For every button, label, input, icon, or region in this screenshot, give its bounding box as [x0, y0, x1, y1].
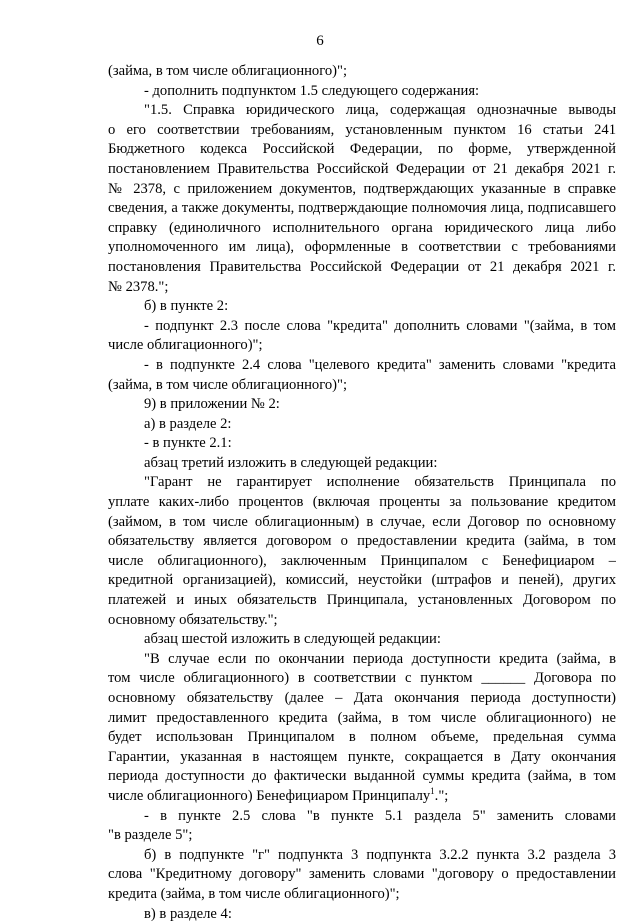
text-line [108, 82, 616, 102]
text-line-content: а) в разделе 2: [144, 415, 232, 432]
text-line-content: - подпункт 2.3 после слова "кредита" дополнить словами "(займа, в том [144, 317, 616, 334]
text-line [108, 571, 616, 591]
text-line [108, 434, 616, 454]
text-line [108, 787, 616, 807]
text-line-content: том числе облигационного) в соответствии с пунктом ______ Договора по [108, 670, 616, 687]
text-line-content: постановлением Правительства Российской Федерации от 21 декабря 2021 г. [108, 160, 616, 177]
text-line [108, 317, 616, 337]
text-line-content: - в пункте 2.1: [144, 435, 232, 452]
text-line-content: (займа, в том числе облигационного)"; [108, 63, 348, 79]
text-line-content: № 2378."; [108, 278, 169, 295]
document-body [108, 62, 616, 924]
text-line-content: абзац третий изложить в следующей редакции: [144, 454, 438, 471]
text-line [108, 591, 616, 611]
text-line [108, 767, 616, 787]
text-line-content: Гарантии, указанная в настоящем пункте, сокращается в Дату окончания [108, 748, 616, 765]
text-line-content: слова "Кредитному договору" заменить словами "договору о предоставлении [108, 866, 616, 883]
text-line-content: № 2378, с приложением документов, подтверждающих указанные в справке [108, 180, 616, 197]
text-line-content: - в подпункте 2.4 слова "целевого кредита" заменить словами "кредита [144, 356, 616, 373]
text-line-content: Бюджетного кодекса Российской Федерации, по форме, утвержденной [108, 141, 616, 158]
text-line-content: "В случае если по окончании периода доступности кредита (займа, в [144, 650, 616, 667]
footnote-marker: 1 [430, 786, 435, 797]
text-line [108, 160, 616, 180]
text-line-tail: ."; [434, 787, 449, 804]
text-line [108, 140, 616, 160]
text-line [108, 238, 616, 258]
text-line-content: сведения, а также документы, подтверждающие полномочия лица, подписавшего [108, 200, 616, 217]
text-line-content: постановления Правительства Российской Федерации от 21 декабря 2021 г. [108, 258, 616, 275]
text-line [108, 728, 616, 748]
text-line [108, 826, 616, 846]
text-line-content: уполномоченного им лица), оформленные в соответствии с требованиями [108, 239, 616, 256]
text-line [108, 885, 616, 905]
text-line [108, 532, 616, 552]
text-line-content: 9) в приложении № 2: [144, 396, 280, 413]
text-line [108, 278, 616, 298]
text-line-content: "1.5. Справка юридического лица, содержащая однозначные выводы [144, 102, 616, 119]
page-number: 6 [316, 33, 324, 49]
text-line-content: б) в подпункте "г" подпункта 3 подпункта 3.2.2 пункта 3.2 раздела 3 [144, 846, 616, 863]
text-line [108, 297, 616, 317]
text-line [108, 199, 616, 219]
text-line [108, 669, 616, 689]
text-line [108, 689, 616, 709]
text-line [108, 62, 616, 82]
text-line [108, 180, 616, 200]
text-line [108, 395, 616, 415]
text-line [108, 611, 616, 631]
text-line-content: (займа, в том числе облигационного)"; [108, 376, 348, 393]
text-line [108, 846, 616, 866]
text-line [108, 552, 616, 572]
text-line [108, 258, 616, 278]
text-line-content: кредита (займа, в том числе облигационного)"; [108, 885, 400, 902]
text-line [108, 905, 616, 924]
text-line [108, 709, 616, 729]
text-line-content: числе облигационного) Бенефициаром Принципалу [108, 787, 431, 804]
text-line-content: кредитной организацией), комиссий, неустойки (штрафов и пеней), других [108, 572, 616, 589]
text-line [108, 219, 616, 239]
text-line-content: справку (единоличного исполнительного органа юридического лица либо [108, 219, 616, 236]
text-line-content: основному обязательству."; [108, 611, 278, 628]
text-line [108, 748, 616, 768]
text-line-content: "в разделе 5"; [108, 827, 193, 844]
text-line [108, 415, 616, 435]
text-line [108, 650, 616, 670]
text-line-content: будет использован Принципалом в полном объеме, предельная сумма [108, 729, 616, 746]
text-line-content: - дополнить подпунктом 1.5 следующего содержания: [144, 82, 480, 99]
text-line [108, 513, 616, 533]
text-line-content: в) в разделе 4: [144, 905, 232, 922]
text-line-content: уплате каких-либо процентов (включая проценты за пользование кредитом [108, 494, 616, 511]
text-line-content: платежей и иных обязательств Принципала, установленных Договором по [108, 592, 616, 609]
text-line-content: - в пункте 2.5 слова "в пункте 5.1 раздела 5" заменить словами [144, 807, 616, 824]
text-line-content: основному обязательству (далее – Дата окончания периода доступности) [108, 690, 616, 706]
text-line [108, 356, 616, 376]
text-line-content: периода доступности до фактически выданной суммы кредита (займа, в том [108, 768, 616, 785]
text-line-content: (займом, в том числе облигационным) в случае, если Договор по основному [108, 513, 616, 530]
text-line [108, 630, 616, 650]
text-line [108, 376, 616, 396]
text-line [108, 865, 616, 885]
text-line [108, 807, 616, 827]
text-line [108, 101, 616, 121]
text-line [108, 121, 616, 141]
text-line-content: б) в пункте 2: [144, 298, 229, 315]
text-line [108, 473, 616, 493]
text-line [108, 493, 616, 513]
text-line [108, 454, 616, 474]
text-line-content: абзац шестой изложить в следующей редакции: [144, 631, 441, 648]
text-line-content: обязательству является договором о предоставлении кредита (займа, в том [108, 533, 616, 550]
text-line-content: числе облигационного), заключенным Принципалом с Бенефициаром – [108, 552, 616, 569]
text-line-content: "Гарант не гарантирует исполнение обязательств Принципала по [144, 474, 616, 491]
text-line-content: о его соответствии требованиям, установленным пунктом 16 статьи 241 [108, 121, 616, 138]
text-line-content: числе облигационного)"; [108, 337, 263, 354]
text-line-content: лимит предоставленного кредита (займа, в том числе облигационного) не [108, 709, 616, 726]
text-line [108, 336, 616, 356]
